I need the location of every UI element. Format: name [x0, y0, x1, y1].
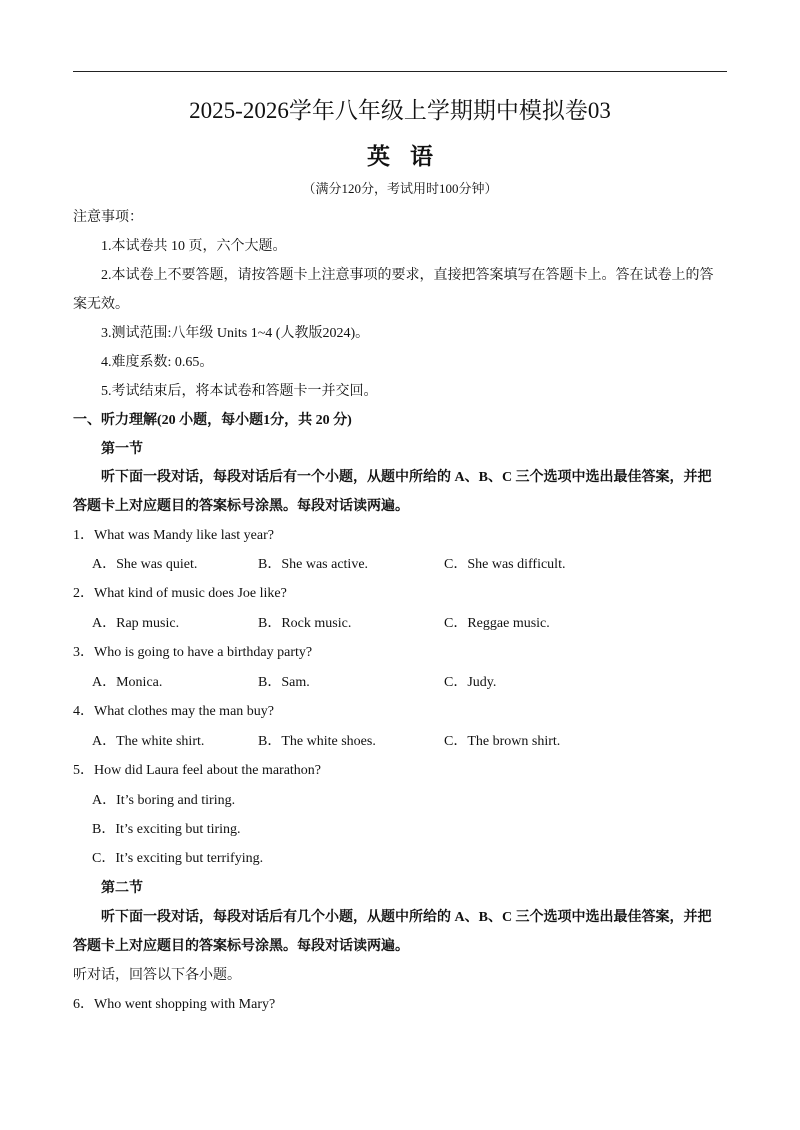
option-a: A．Monica. — [92, 675, 163, 690]
question-2-stem: 2．What kind of music does Joe like? — [73, 586, 287, 601]
subject-title: 英语 — [367, 144, 453, 170]
section-1-heading: 一、听力理解(20 小题，每小题1分，共 20 分) — [73, 413, 352, 428]
part-1-instruction-line-1: 听下面一段对话，每段对话后有一个小题，从题中所给的 A、B、C 三个选项中选出最佳答案，并把 — [101, 470, 712, 485]
listen-prompt: 听对话，回答以下各小题。 — [73, 968, 241, 983]
option-c: C．Reggae music. — [444, 616, 550, 631]
question-2-options — [92, 615, 727, 633]
question-5-option-c: C．It’s exciting but terrifying. — [92, 851, 264, 866]
part-1-heading: 第一节 — [101, 442, 143, 457]
option-b: B．The white shoes. — [258, 734, 376, 749]
exam-title: 2025-2026学年八年级上学期期中模拟卷03 — [189, 98, 611, 123]
option-a: A．The white shirt. — [92, 734, 205, 749]
option-b: B．Sam. — [258, 675, 310, 690]
note-item-5: 5.考试结束后，将本试卷和答题卡一并交回。 — [101, 384, 378, 399]
part-2-instruction-line-1: 听下面一段对话，每段对话后有几个小题，从题中所给的 A、B、C 三个选项中选出最佳答案，并把 — [101, 910, 712, 925]
option-a: A．She was quiet. — [92, 557, 198, 572]
question-4-options — [92, 733, 727, 751]
question-3-options — [92, 674, 727, 692]
note-item-2: 2.本试卷上不要答题，请按答题卡上注意事项的要求，直接把答案填写在答题卡上。答在试卷上的答 — [101, 268, 714, 283]
question-1-options — [92, 556, 727, 574]
option-b: B．Rock music. — [258, 616, 352, 631]
question-5-stem: 5．How did Laura feel about the marathon? — [73, 763, 322, 778]
option-b: B．She was active. — [258, 557, 369, 572]
note-item-4: 4.难度系数: 0.65。 — [101, 355, 214, 370]
part-2-heading: 第二节 — [101, 881, 143, 896]
header-rule — [73, 71, 727, 72]
question-4-stem: 4．What clothes may the man buy? — [73, 704, 274, 719]
note-item-1: 1.本试卷共 10 页，六个大题。 — [101, 239, 287, 254]
option-c: C．Judy. — [444, 675, 497, 690]
part-1-instruction-line-2: 答题卡上对应题目的答案标号涂黑。每段对话读两遍。 — [73, 499, 409, 514]
part-2-instruction-line-2: 答题卡上对应题目的答案标号涂黑。每段对话读两遍。 — [73, 939, 409, 954]
option-a: A．Rap music. — [92, 616, 180, 631]
question-5-option-a: A．It’s boring and tiring. — [92, 793, 236, 808]
notes-heading: 注意事项： — [73, 210, 143, 225]
question-1-stem: 1．What was Mandy like last year? — [73, 528, 274, 543]
note-item-2-continued: 案无效。 — [73, 297, 129, 312]
question-6-stem: 6．Who went shopping with Mary? — [73, 997, 276, 1012]
question-5-option-b: B．It’s exciting but tiring. — [92, 822, 241, 837]
option-c: C．The brown shirt. — [444, 734, 561, 749]
note-item-3: 3.测试范围:八年级 Units 1~4 (人教版2024)。 — [101, 326, 370, 341]
score-time-note: （满分120分，考试用时100分钟） — [302, 181, 498, 196]
option-c: C．She was difficult. — [444, 557, 566, 572]
question-3-stem: 3．Who is going to have a birthday party? — [73, 645, 313, 660]
